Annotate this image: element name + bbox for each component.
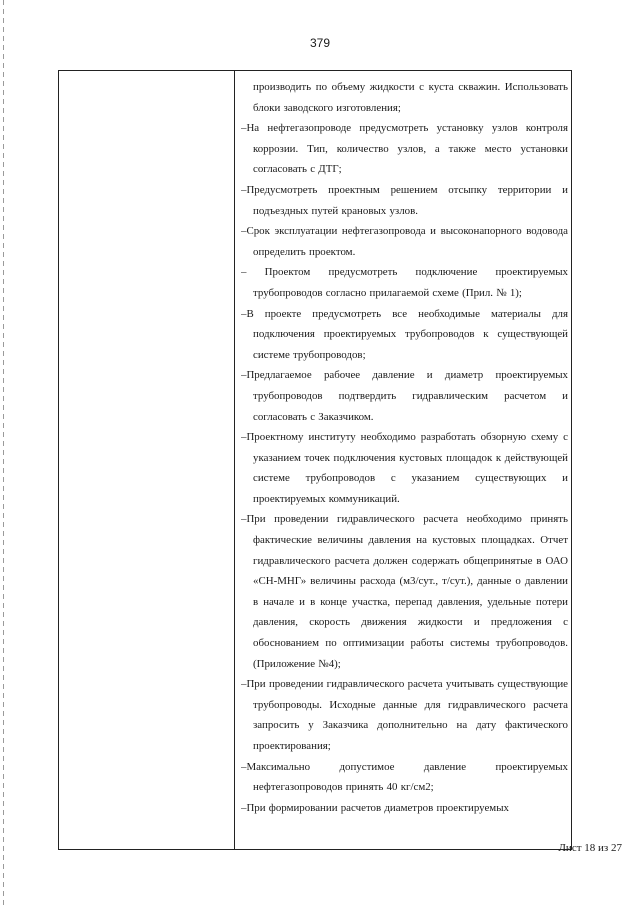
paragraph: –При формировании расчетов диаметров проектируемых [241,801,509,814]
paragraph: –Проектному институту необходимо разработать обзорную схему с указанием точек подключения кустовых площадок к действующей системе трубопроводов с указанием существующих и проектируемых коммуникаций. [241,431,568,505]
paragraph: –Максимально допустимое давление проектируемых нефтегазопроводов принять 40 кг/см2; [241,760,568,794]
paragraph: –На нефтегазопроводе предусмотреть установку узлов контроля коррозии. Тип, количество узлов, а также место установки согласовать с ДТГ; [241,122,568,176]
paragraph: –Предусмотреть проектным решением отсыпку территории и подъездных путей крановых узлов. [241,183,568,217]
paragraph: –При проведении гидравлического расчета необходимо принять фактические величины давления на кустовых площадках. Отчет гидравлического расчета должен содержать общепринятые в ОАО «СН-МНГ» величины расхода (м3/сут., т/сут.), данные о давлении в начале и в конце участка, перепад давления, удельные потери давления, скорость движения жидкости и предложения с обоснованием по оптимизации работы системы трубопроводов. (Приложение №4); [241,513,568,670]
requirements-table [58,70,572,850]
table-left-column [59,71,234,849]
paragraph: – Проектом предусмотреть подключение проектируемых трубопроводов согласно прилагаемой схеме (Прил. № 1); [241,266,568,299]
binding-margin-line [3,0,4,905]
paragraph: –В проекте предусмотреть все необходимые материалы для подключения проектируемых трубопроводов к существующей системе трубопроводов; [241,307,568,361]
paragraph: производить по объему жидкости с куста скважин. Использовать блоки заводского изготовления; [253,81,568,114]
paragraph: –При проведении гидравлического расчета учитывать существующие трубопроводы. Исходные данные для гидравлического расчета запросить у Заказчика дополнительно на дату фактического проектирования; [241,678,568,752]
table-right-column [241,77,568,849]
paragraph: –Срок эксплуатации нефтегазопровода и высоконапорного водовода определить проектом. [241,225,568,258]
sheet-counter: Лист 18 из 27 [558,842,622,854]
column-divider [234,71,235,849]
paragraph: –Предлагаемое рабочее давление и диаметр проектируемых трубопроводов подтвердить гидравлическим расчетом и согласовать с Заказчиком. [241,369,568,423]
page-number: 379 [309,36,331,50]
